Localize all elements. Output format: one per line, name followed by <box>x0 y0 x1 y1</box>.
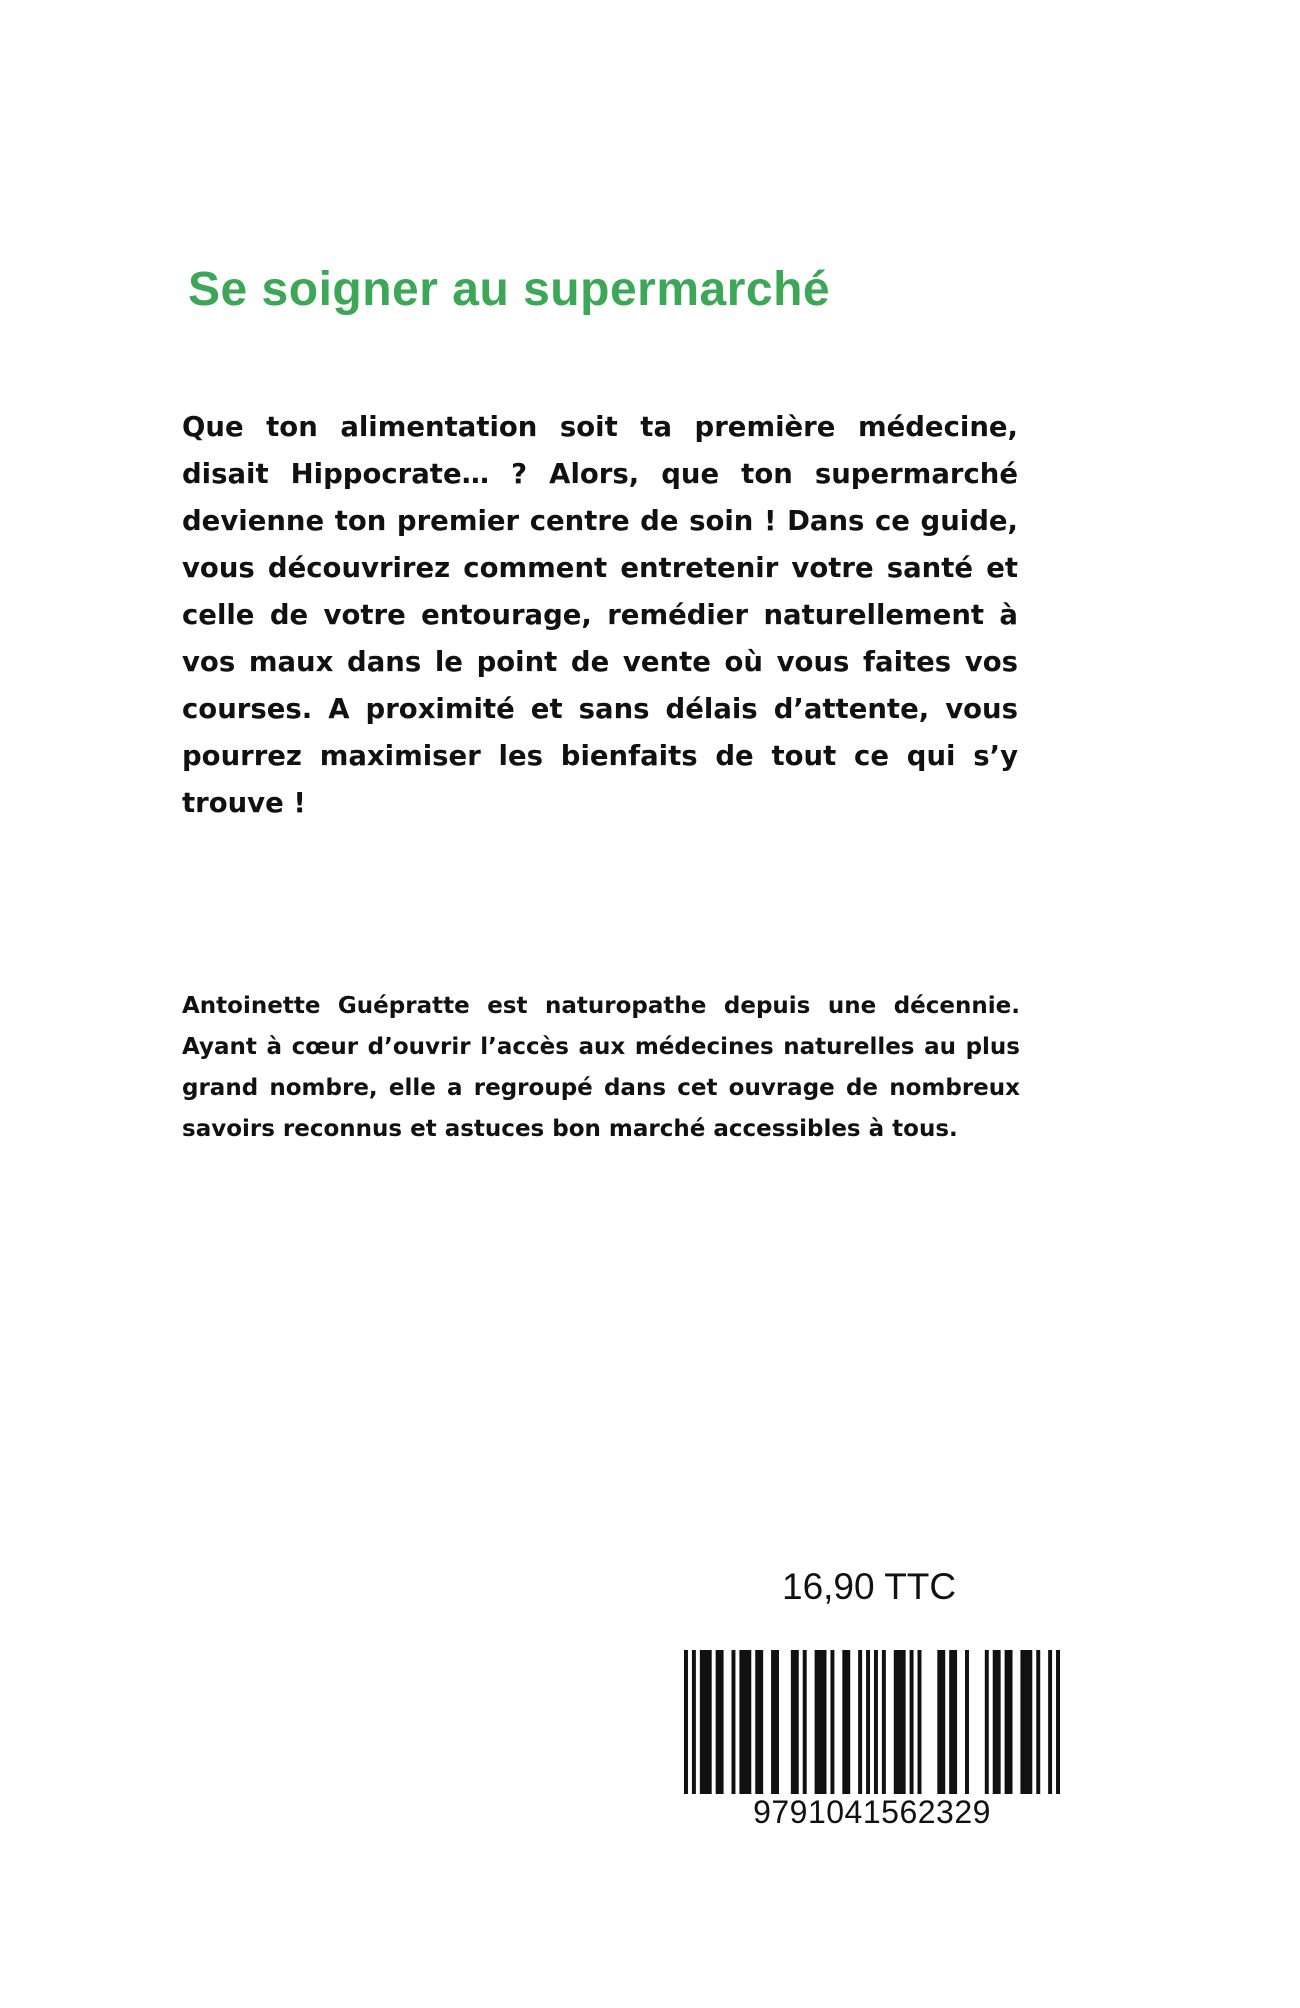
barcode-bar <box>874 1650 878 1794</box>
book-blurb: Que ton alimentation soit ta première médecine, disait Hippocrate… ? Alors, que ton supermarché devienne ton premier centre de soin ! Dans ce guide, vous découvrirez comment entretenir votre santé et celle de votre entourage, remédier naturellement à vos maux dans le point de vente où vous faites vos courses. A proximité et sans délais d’attente, vous pourrez maximiser les bienfaits de tout ce qui s’y trouve ! <box>182 411 1018 819</box>
barcode-bar <box>985 1650 989 1794</box>
barcode-bar <box>739 1650 751 1794</box>
barcode-bar <box>993 1650 1001 1794</box>
isbn-barcode <box>684 1650 1060 1802</box>
barcode-bar <box>684 1650 688 1794</box>
barcode-bar <box>731 1650 735 1794</box>
barcode-bar <box>716 1650 724 1794</box>
barcode-bar <box>894 1650 906 1794</box>
barcode-bar <box>1036 1650 1040 1794</box>
barcode-bar <box>830 1650 834 1794</box>
barcode-bar <box>965 1650 969 1794</box>
barcode-bar <box>918 1650 922 1794</box>
barcode-bar <box>1020 1650 1032 1794</box>
price-label: 16,90 TTC <box>782 1566 957 1607</box>
barcode-bar <box>791 1650 799 1794</box>
barcode-bar <box>910 1650 914 1794</box>
barcode-bars <box>684 1650 1060 1794</box>
barcode-bar <box>842 1650 850 1794</box>
barcode-bar <box>1005 1650 1013 1794</box>
barcode-bar <box>815 1650 827 1794</box>
barcode-bar <box>1048 1650 1052 1794</box>
barcode-bar <box>755 1650 763 1794</box>
barcode-bar <box>1056 1650 1060 1794</box>
barcode-bar <box>858 1650 862 1794</box>
barcode-bar <box>692 1650 696 1794</box>
barcode-bar <box>949 1650 957 1794</box>
barcode-bar <box>700 1650 712 1794</box>
book-title: Se soigner au supermarché <box>188 263 831 316</box>
barcode-bar <box>866 1650 870 1794</box>
barcode-bar <box>882 1650 886 1794</box>
barcode-bar <box>937 1650 945 1794</box>
author-bio: Antoinette Guépratte est naturopathe depuis une décennie. Ayant à cœur d’ouvrir l’accès aux médecines naturelles au plus grand nombre, elle a regroupé dans cet ouvrage de nombreux savoirs reconnus et astuces bon marché accessibles à tous. <box>182 993 1020 1142</box>
barcode-bar <box>803 1650 807 1794</box>
barcode-bar <box>771 1650 779 1794</box>
isbn-number: 9791041562329 <box>753 1794 991 1830</box>
